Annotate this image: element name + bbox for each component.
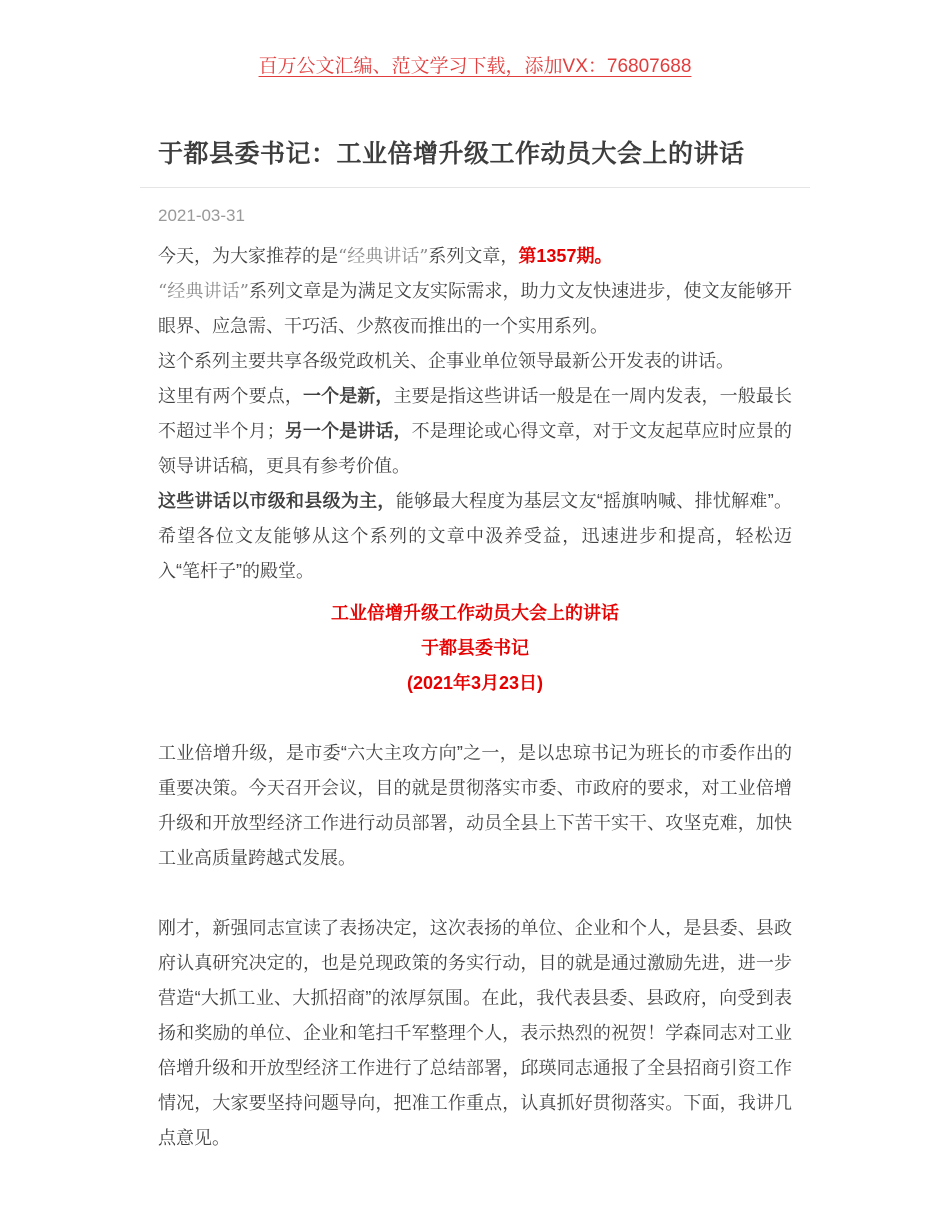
text-segment: 今天，为大家推荐的是 — [158, 246, 338, 266]
text-segment: 主要是指这些讲话一般是在一周内发表，一般最长不超过半个月； — [158, 386, 793, 441]
page-title: 于都县委书记：工业倍增升级工作动员大会上的讲话 — [158, 140, 745, 168]
intro-paragraph — [158, 239, 792, 274]
text-segment: 另一个是讲话， — [284, 421, 412, 441]
body-paragraph: 刚才，新强同志宣读了表扬决定，这次表扬的单位、企业和个人，是县委、县政府认真研究决定的，也是兑现政策的务实行动，目的就是通过激励先进，进一步营造“大抓工业、大抓招商”的浓厚氛围。在此，我代表县委、县政府，向受到表扬和奖励的单位、企业和笔扫千军整理个人，表示热烈的祝贺！学森同志对工业倍增升级和开放型经济工作进行了总结部署，邱瑛同志通报了全县招商引资工作情况，大家要坚持问题导向，把准工作重点，认真抓好贯彻落实。下面，我讲几点意见。 — [158, 918, 792, 1148]
speech-author: 于都县委书记 — [421, 638, 529, 658]
promo-link[interactable]: 百万公文汇编、范文学习下载，添加VX：76807688 — [258, 56, 692, 77]
speech-body — [158, 736, 792, 1156]
text-segment: 系列文章， — [428, 246, 519, 266]
intro-section — [158, 239, 792, 589]
publish-date: 2021-03-31 — [158, 206, 245, 225]
text-segment: 这些讲话以市级和县级为主， — [158, 491, 396, 511]
intro-paragraph — [158, 484, 792, 589]
text-segment: 系列文章是为满足文友实际需求，助力文友快速进步，使文友能够开眼界、应急需、干巧活、少熬夜而推出的一个实用系列。 — [158, 281, 792, 336]
speech-title: 工业倍增升级工作动员大会上的讲话 — [331, 603, 619, 623]
speech-date: (2021年3月23日) — [406, 673, 544, 693]
body-paragraph: 工业倍增升级，是市委“六大主攻方向”之一，是以忠琼书记为班长的市委作出的重要决策。今天召开会议，目的就是贯彻落实市委、市政府的要求，对工业倍增升级和开放型经济工作进行动员部署，动员全县上下苦干实干、攻坚克难，加快工业高质量跨越式发展。 — [158, 743, 792, 868]
text-segment: 不是理论或心得文章，对于文友起草应时应景的领导讲话稿，更具有参考价值。 — [158, 421, 793, 476]
speech-heading-block — [140, 596, 810, 701]
text-segment: 一个是新， — [302, 386, 394, 406]
text-segment: “经典讲话” — [158, 281, 249, 302]
title-divider — [140, 187, 810, 188]
intro-paragraph — [158, 344, 792, 379]
text-segment: “经典讲话” — [338, 246, 429, 267]
intro-paragraph — [158, 274, 792, 344]
text-segment: 这里有两个要点， — [158, 386, 303, 406]
intro-paragraph — [158, 379, 792, 484]
promo-banner — [0, 0, 950, 80]
article — [140, 138, 810, 1156]
text-segment: 第1357期。 — [518, 246, 613, 266]
text-segment: 能够最大程度为基层文友“摇旗呐喊、排忧解难”。希望各位文友能够从这个系列的文章中汲养受益，迅速进步和提高，轻松迈入“笔杆子”的殿堂。 — [158, 491, 792, 581]
text-segment: 这个系列主要共享各级党政机关、企事业单位领导最新公开发表的讲话。 — [158, 351, 734, 371]
